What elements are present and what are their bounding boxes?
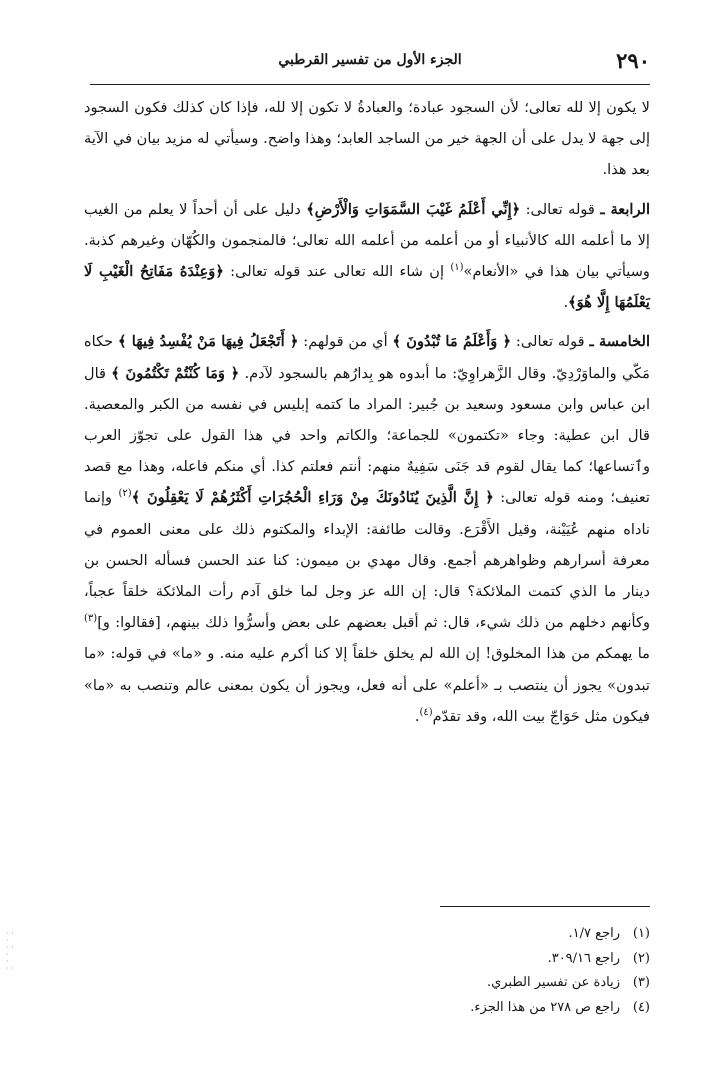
quran-verse: ﴿إِنِّي أَعْلَمُ غَيْبَ السَّمَوَاتِ وَالْأَرْضِ﴾	[306, 200, 521, 218]
footnote-ref: (٤)	[419, 707, 433, 718]
header-rule	[90, 84, 650, 85]
paragraph-text: .	[414, 707, 420, 725]
page-header	[90, 48, 650, 82]
paragraph-text: ما يهمكم من هذا المخلوق! إن الله لم يخلق خلقاً إلا كنا أكرم عليه منه. و «ما» في قوله: «ما تبدون» يجوز أن ينتصب بـ «أعلم» على أنه فعل، ويجوز أن يكون بمعنى عالم وتنصب به «ما» فيكون مثل حَوَاجّ بيت الله، وقد تقدّم	[84, 645, 650, 725]
quran-verse: ﴿ أَتَجْعَلُ فِيهَا مَنْ يُفْسِدُ فِيهَا ﴾	[118, 333, 299, 351]
quran-verse: ﴿ وَمَا كُنْتُمْ تَكْتُمُونَ ﴾	[111, 364, 240, 382]
section-heading: الخامسة ـ	[589, 333, 651, 351]
paragraph-text: قوله تعالى:	[520, 200, 601, 218]
running-title: الجزء الأول من تفسير القرطبي	[278, 52, 462, 68]
footnote-ref: (٣)	[84, 613, 98, 625]
section-heading: الرابعة ـ	[600, 200, 651, 218]
footnote-ref: (٢)	[118, 488, 132, 500]
footnote-number: (٢)	[632, 950, 650, 966]
footnote-item	[300, 922, 650, 947]
footnote-number: (٤)	[632, 999, 650, 1015]
page-number: ٢٩٠	[616, 48, 650, 73]
paragraph-text: وإنما ناداه منهم عُيَيْنة، وقيل الأَقْرَع. وقالت طائفة: الإبداء والمكتوم ذلك على معنى العموم في معرفة أسرارهم وظواهرهم أجمع. وقال مهدي بن ميمون: كنا عند الحسن فسأله الحسن بن دينار ما الذي كتمت الملائكة؟ قال: إن الله عز وجل لما خلق آدم رأت الملائكة خلقاً عجباً، وكأنهم دخلهم من ذلك شيء، قال: ثم أقبل بعضهم على بعض وأسرُّوا ذلك بينهم، [فقالوا: و]	[84, 489, 650, 632]
footnote-number: (٣)	[632, 975, 650, 990]
paragraph-text: لا يكون إلا لله تعالى؛ لأن السجود عبادة؛ والعبادةُ لا تكون إلا لله، فإذا كان كذلك فكون السجود إلى جهة لا يدل على أن الجهة خير من الساجد العابد؛ وهذا واضح. وسيأتي له مزيد بيان في الآية بعد هذا.	[84, 99, 650, 179]
paragraph-text: إن شاء الله تعالى عند قوله تعالى:	[223, 263, 451, 281]
paragraph-text: أي من قولهم:	[298, 333, 393, 351]
footnote-item	[300, 947, 650, 972]
body-text	[84, 92, 650, 740]
paragraph	[84, 326, 650, 732]
footnote-number: (١)	[632, 926, 650, 941]
footnote-rule	[440, 906, 650, 907]
paragraph-text: حكاه مَكّي والماوَرْدِيّ. وقال الزَّهراوِيّ: ما أبدوه هو بِدارُهم بالسجود لآدم.	[84, 333, 650, 382]
footnote-ref: (١)	[450, 262, 464, 274]
scan-specks: · · · · · · · · ·	[6, 929, 14, 973]
paragraph-text: قال ابن عباس وابن مسعود وسعيد بن جُبير: المراد ما كتمه إبليس في نفسه من الكبر والمعصية. قال ابن عطية: وجاء «تكتمون» للجماعة؛ والكاتم واحد في هذا القول على تجوّز العرب وٱتساعها؛ كما يقال لقوم قد جَنَى سَفِيهٌ منهم: أنتم فعلتم كذا. أي منكم فاعله، وهذا مع قصد تعنيف؛ ومنه قوله تعالى:	[84, 364, 650, 507]
footnote-text: راجع ص ٢٧٨ من هذا الجزء.	[470, 999, 620, 1015]
footnote-item	[300, 971, 650, 996]
paragraph-text: .	[563, 294, 569, 312]
quran-verse: ﴿ إِنَّ الَّذِينَ يُنَادُونَكَ مِنْ وَرَاءِ الْحُجُرَاتِ أَكْثَرُهُمْ لَا يَعْقِلُونَ ﴾	[131, 489, 494, 507]
quran-verse: ﴿وَعِنْدَهُ مَفَاتِحُ الْغَيْبِ لَا يَعْلَمُهَا إِلَّا هُوَ﴾	[84, 263, 650, 312]
footnote-text: زيادة عن تفسير الطبري.	[486, 975, 620, 990]
quran-verse: ﴿ وَأَعْلَمُ مَا تُبْدُونَ ﴾	[392, 333, 512, 351]
paragraph	[84, 92, 650, 186]
paragraph-text: دليل على أن أحداً لا يعلم من الغيب إلا ما أعلمه الله كالأنبياء أو من أعلمه من أعلمه الله تعالى؛ فالمنجمون والكُهّان وغيرهم كذبة. وسيأتي بيان هذا في «الأنعام»	[84, 200, 650, 281]
footnote-item	[300, 996, 650, 1021]
footnotes	[300, 922, 650, 1020]
paragraph	[84, 194, 650, 319]
footnote-text: راجع ٣٠٩/١٦.	[547, 950, 620, 966]
footnote-text: راجع ١/٧.	[568, 926, 620, 941]
paragraph-text: قوله تعالى:	[511, 333, 590, 351]
